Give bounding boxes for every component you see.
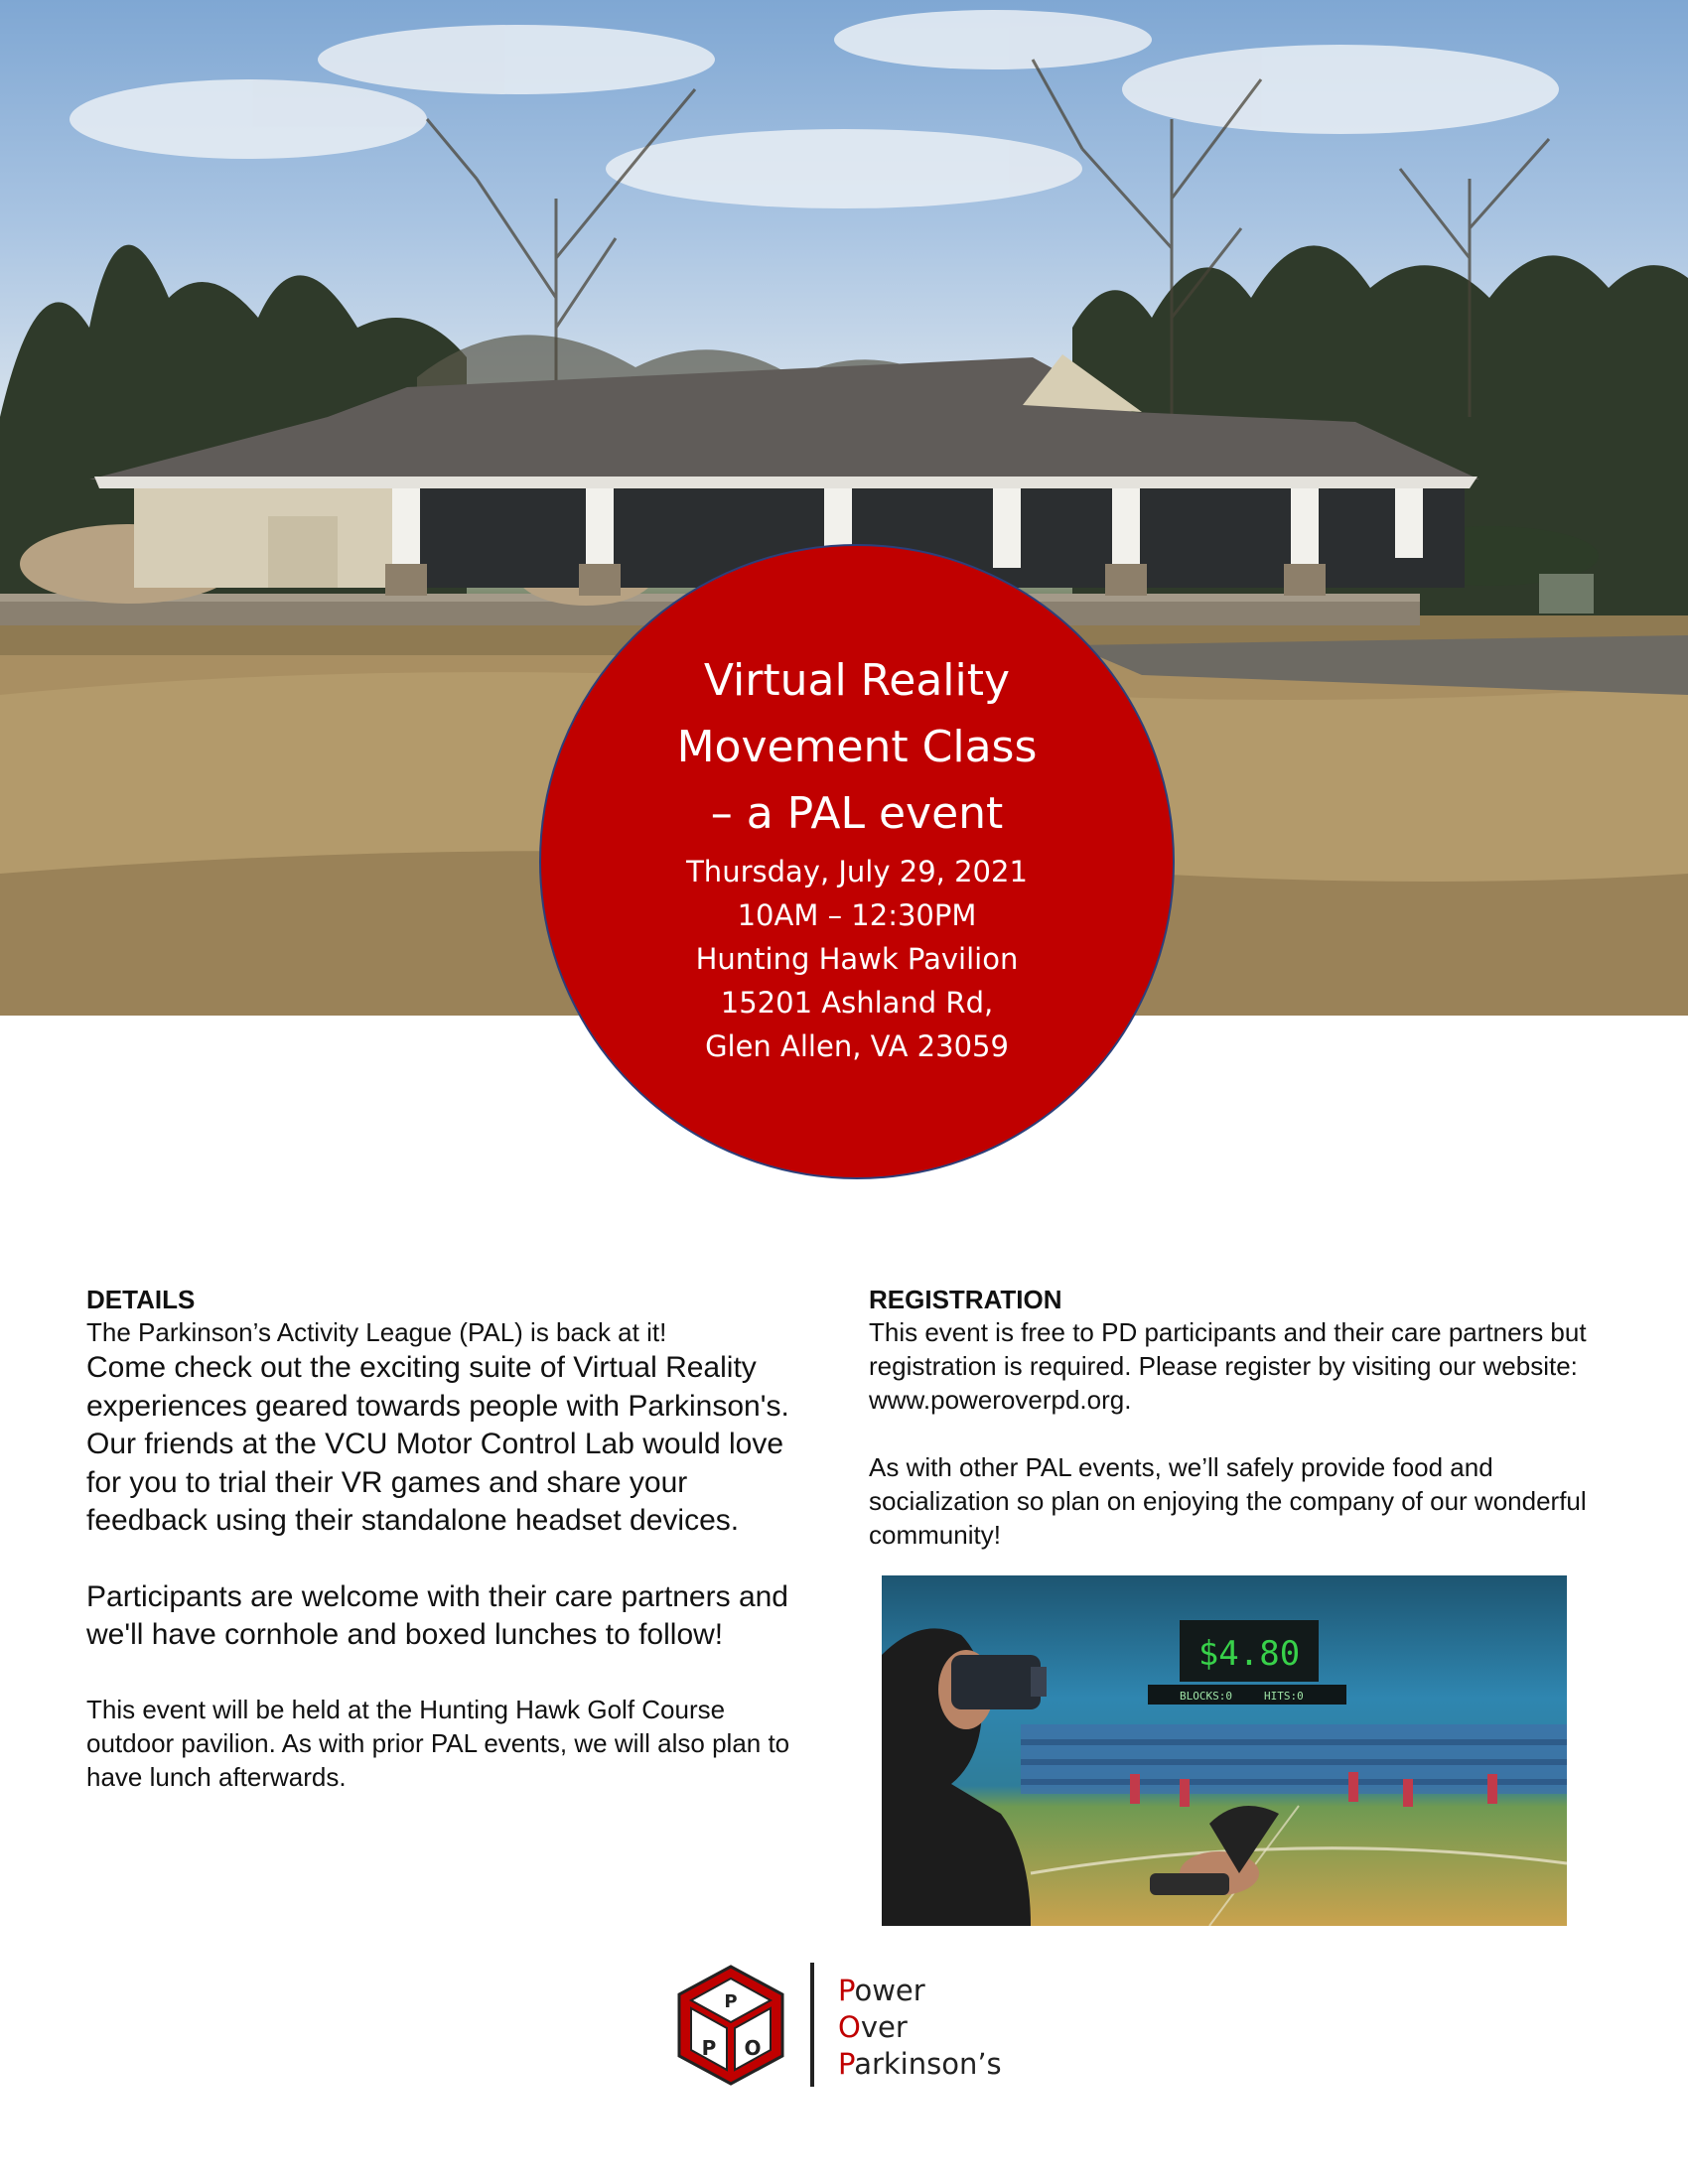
power-over-parkinsons-logo <box>671 1961 1029 2090</box>
event-title <box>541 647 1173 847</box>
logo-line-over: Over <box>838 2010 908 2044</box>
details-paragraph-3: This event will be held at the Hunting Hawk Golf Course outdoor pavilion. As with prior PAL events, we will also plan to have lunch afterwards. <box>86 1694 790 1792</box>
event-venue: Hunting Hawk Pavilion <box>695 942 1019 976</box>
event-street: 15201 Ashland Rd, <box>720 986 994 1020</box>
vr-scene <box>882 1575 1567 1926</box>
logo-divider <box>810 1963 814 2087</box>
logo-wordmark <box>838 1973 1002 2083</box>
registration-paragraph-1: This event is free to PD participants and their care partners but registration is required. Please register by visiting our website: www.poweroverpd.org. <box>869 1317 1587 1415</box>
event-date: Thursday, July 29, 2021 <box>686 855 1028 888</box>
registration-heading: REGISTRATION <box>869 1285 1062 1314</box>
registration-paragraph-2: As with other PAL events, we’ll safely provide food and socialization so plan on enjoying the company of our wonderful community! <box>869 1452 1587 1550</box>
svg-text:P: P <box>701 2036 717 2060</box>
event-city: Glen Allen, VA 23059 <box>705 1029 1009 1063</box>
scoreboard-value: $4.80 <box>1197 1634 1301 1674</box>
logo-line-parkinsons: Parkinson’s <box>838 2047 1002 2081</box>
event-badge <box>539 544 1175 1179</box>
vr-photo <box>882 1575 1567 1926</box>
details-intro: Come check out the exciting suite of Virtual Reality experiences geared towards people with Parkinson's. Our friends at the VCU Motor Control Lab would love for you to trial their VR games and share your feedback using their standalone headset devices. <box>86 1351 789 1537</box>
event-title-line: Virtual Reality <box>703 655 1011 706</box>
details-section <box>86 1284 801 1794</box>
details-intro-first-line: The Parkinson’s Activity League (PAL) is back at it! <box>86 1317 667 1347</box>
svg-text:O: O <box>744 2036 762 2060</box>
details-heading: DETAILS <box>86 1285 196 1314</box>
event-title-line: – a PAL event <box>710 788 1004 839</box>
cube-logo-icon <box>671 1961 790 2090</box>
event-title-line: Movement Class <box>676 722 1038 772</box>
scoreboard-blocks: BLOCKS:0 <box>1180 1690 1232 1703</box>
registration-section <box>869 1284 1604 1552</box>
details-paragraph-2: Participants are welcome with their care partners and we'll have cornhole and boxed lunches to follow! <box>86 1579 788 1651</box>
svg-text:P: P <box>724 1991 738 2012</box>
event-info <box>541 850 1173 1068</box>
scoreboard-hits: HITS:0 <box>1264 1690 1304 1703</box>
logo-line-power: Power <box>838 1974 925 2007</box>
event-time: 10AM – 12:30PM <box>737 898 977 932</box>
